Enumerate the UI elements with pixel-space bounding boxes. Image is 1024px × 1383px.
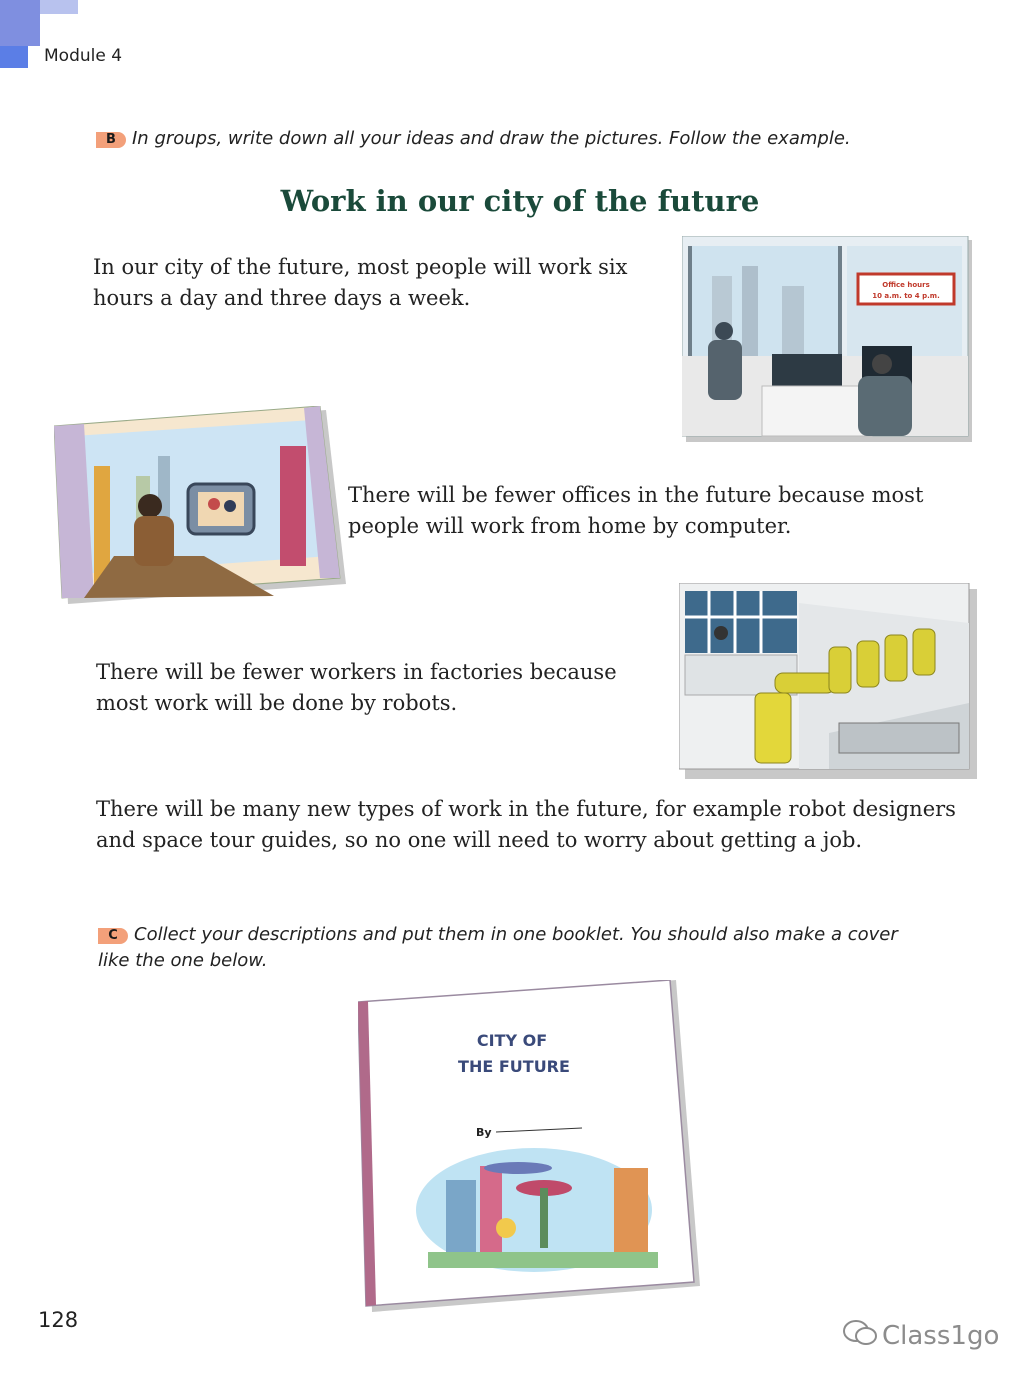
section-b-badge: B — [96, 132, 126, 148]
section-b-text: In groups, write down all your ideas and draw the pictures. Follow the example. — [132, 128, 851, 149]
section-c-badge: C — [98, 928, 128, 944]
factory-robots-illustration — [679, 583, 977, 779]
booklet-title-line2: THE FUTURE — [458, 1057, 570, 1076]
section-b-instruction — [96, 126, 936, 152]
booklet-title-line1: CITY OF — [476, 1031, 548, 1050]
home-computer-illustration — [54, 406, 346, 606]
chat-bubble-icon — [842, 1318, 878, 1355]
page-number: 128 — [38, 1308, 79, 1332]
paragraph-office-hours: In our city of the future, most people will work six hours a day and three days a week. — [93, 255, 628, 310]
section-c-instruction — [98, 922, 918, 974]
office-sign-line2: 10 a.m. to 4 p.m. — [872, 292, 940, 300]
office-illustration — [682, 236, 974, 442]
watermark-text: Class1go — [882, 1321, 1000, 1351]
section-c-text: Collect your descriptions and put them in one booklet. You should also make a cover like the one below. — [98, 924, 898, 971]
page-title: Work in our city of the future — [280, 184, 760, 218]
watermark — [842, 1318, 999, 1355]
paragraph-factory-robots: There will be fewer workers in factories because most work will be done by robots. — [96, 660, 617, 715]
office-sign-line1: Office hours — [882, 281, 930, 289]
paragraph-new-jobs: There will be many new types of work in the future, for example robot designers and space tour guides, so no one will need to worry about getting a job. — [96, 797, 956, 852]
module-label: Module 4 — [44, 46, 123, 66]
booklet-cover — [358, 980, 700, 1312]
booklet-by-label: By — [476, 1126, 492, 1139]
paragraph-home-work: There will be fewer offices in the future because most people will work from home by computer. — [348, 483, 924, 538]
